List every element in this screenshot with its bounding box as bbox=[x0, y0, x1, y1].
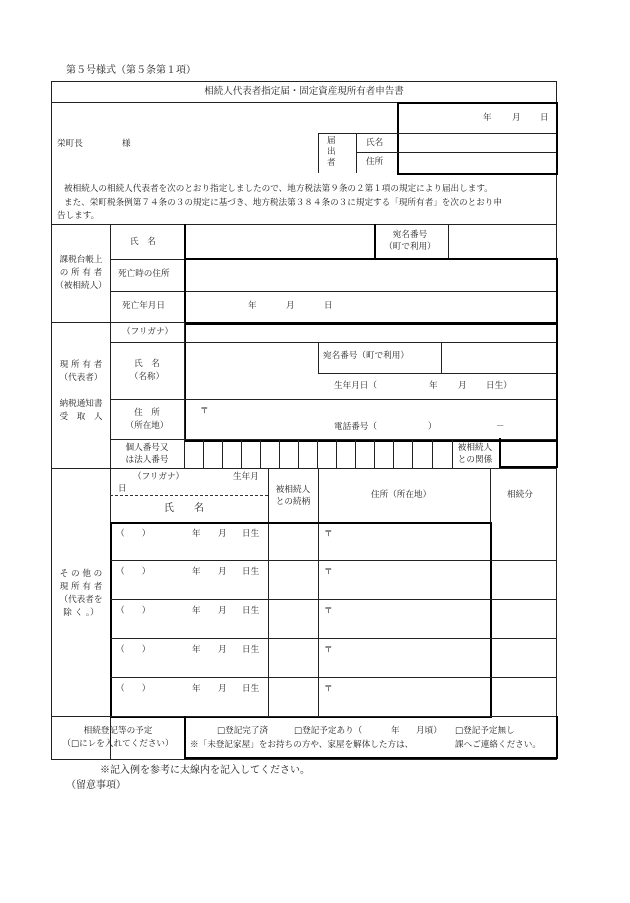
owner-postal-mark: 〒 bbox=[200, 406, 209, 416]
notifier-name-label: 氏名 bbox=[366, 138, 384, 148]
deceased-section-label: 課税台帳上 の 所 有 者 （被相続人） bbox=[55, 255, 107, 291]
death-month-label: 月 bbox=[286, 301, 295, 311]
row-birth-year: 年 bbox=[192, 684, 201, 694]
others-name-label: 氏 名 bbox=[164, 503, 204, 514]
notifier-label: 届 出 者 bbox=[327, 136, 336, 168]
others-birth-label-2: 日 bbox=[118, 484, 127, 494]
registration-box bbox=[184, 716, 558, 759]
row-birth-month: 月 bbox=[218, 529, 227, 539]
addressee: 栄町長 bbox=[57, 139, 83, 149]
registration-planned-month: 月頃） bbox=[416, 726, 442, 736]
owner-relation-label: 被相続人 との関係 bbox=[457, 443, 493, 465]
row-birth-day: 日生 bbox=[242, 567, 260, 577]
row-birth-day: 日生 bbox=[242, 529, 260, 539]
registration-planned-year: 年 bbox=[391, 726, 400, 736]
row-furigana-paren: （ ） bbox=[116, 684, 151, 694]
others-furigana-label: （フリガナ） bbox=[133, 472, 185, 482]
row-postal-mark: 〒 bbox=[324, 529, 333, 539]
others-share-header: 相続分 bbox=[507, 490, 533, 500]
statement-line-2: また、栄町税条例第７４条の３の規定に基づき、地方税法第３８４条の３に規定する「現所有者」を次のとおり申 bbox=[64, 198, 502, 208]
owner-section-label: 現 所 有 者 （代表者） 納税通知書 受 取 人 bbox=[59, 360, 103, 422]
owner-birth-label: 生年月日（ bbox=[334, 381, 377, 391]
death-day-label: 日 bbox=[324, 301, 333, 311]
row-birth-year: 年 bbox=[192, 567, 201, 577]
others-relation-header: 被相続人 との続柄 bbox=[275, 485, 311, 507]
notifier-address-input[interactable] bbox=[397, 153, 554, 171]
owner-name-label: 氏 名 （名称） bbox=[129, 359, 165, 382]
death-date-label: 死亡年月日 bbox=[122, 301, 165, 311]
row-postal-mark: 〒 bbox=[324, 606, 333, 616]
row-furigana-paren: （ ） bbox=[116, 606, 151, 616]
addressee-sama: 様 bbox=[122, 139, 131, 149]
date-year-label: 年 bbox=[483, 113, 492, 123]
row-birth-month: 月 bbox=[218, 606, 227, 616]
others-birth-label: 生年月 bbox=[233, 472, 259, 482]
registration-label: 相続登記等の予定 （□にレを入れてください） bbox=[62, 726, 174, 749]
owner-relation-box[interactable] bbox=[499, 438, 558, 468]
owner-id-label: 個人番号又 は法人番号 bbox=[125, 443, 169, 465]
row-postal-mark: 〒 bbox=[324, 567, 333, 577]
row-birth-year: 年 bbox=[192, 606, 201, 616]
registration-note-contact: 課へご連絡ください。 bbox=[455, 740, 541, 750]
row-birth-month: 月 bbox=[218, 645, 227, 655]
footer-remarks: （留意事項） bbox=[66, 780, 126, 791]
date-day-label: 日 bbox=[540, 113, 549, 123]
deceased-name-input[interactable] bbox=[186, 226, 370, 257]
owner-birth-day: 日生） bbox=[486, 381, 512, 391]
statement-line-1: 被相続人の相続人代表者を次のとおり指定しましたので、地方税法第９条の２第１項の規定により届出します。 bbox=[64, 184, 493, 194]
row-birth-day: 日生 bbox=[242, 684, 260, 694]
row-birth-year: 年 bbox=[192, 529, 201, 539]
statement-line-3: 告します。 bbox=[57, 211, 100, 221]
row-birth-day: 日生 bbox=[242, 606, 260, 616]
death-address-input[interactable] bbox=[186, 261, 552, 290]
notifier-name-input[interactable] bbox=[397, 133, 554, 153]
notifier-address-label: 住所 bbox=[366, 157, 384, 167]
owner-phone-label: 電話番号（ bbox=[334, 422, 377, 432]
row-furigana-paren: （ ） bbox=[116, 567, 151, 577]
registration-note: ※「未登記家屋」をお持ちの方や、家屋を解体した方は、 bbox=[190, 740, 414, 750]
row-birth-month: 月 bbox=[218, 684, 227, 694]
others-address-header: 住所（所在地） bbox=[371, 490, 432, 500]
deceased-name-label: 氏 名 bbox=[130, 237, 156, 247]
owner-atena-input[interactable] bbox=[443, 344, 552, 372]
registration-none-option[interactable]: □登記予定無し bbox=[455, 726, 515, 736]
form-number: 第５号様式（第５条第１項） bbox=[66, 65, 196, 76]
row-furigana-paren: （ ） bbox=[116, 645, 151, 655]
others-section-label: そ の 他 の 現 所 有 者 （代表者を 除 く 。） bbox=[59, 569, 103, 618]
owner-birth-year: 年 bbox=[429, 381, 438, 391]
owner-name-input[interactable] bbox=[186, 344, 316, 397]
owner-furigana-input[interactable] bbox=[186, 324, 552, 341]
row-birth-day: 日生 bbox=[242, 645, 260, 655]
row-birth-month: 月 bbox=[218, 567, 227, 577]
row-furigana-paren: （ ） bbox=[116, 529, 151, 539]
form-title: 相続人代表者指定届・固定資産現所有者申告書 bbox=[204, 86, 404, 97]
footer-instruction: ※記入例を参考に太線内を記入してください。 bbox=[100, 765, 310, 776]
others-fill-box bbox=[110, 522, 492, 718]
death-year-label: 年 bbox=[248, 301, 257, 311]
owner-furigana-label: （フリガナ） bbox=[122, 327, 174, 337]
owner-address-label: 住 所 （所在地） bbox=[125, 408, 169, 431]
row-postal-mark: 〒 bbox=[324, 645, 333, 655]
owner-phone-close: ） bbox=[428, 422, 437, 432]
deceased-atena-label: 宛名番号 （町で利用） bbox=[384, 230, 436, 252]
death-address-label: 死亡時の住所 bbox=[118, 269, 170, 279]
owner-birth-month: 月 bbox=[458, 381, 467, 391]
date-month-label: 月 bbox=[512, 113, 521, 123]
owner-atena-label: 宛名番号（町で利用） bbox=[323, 351, 409, 361]
row-birth-year: 年 bbox=[192, 645, 201, 655]
owner-address-input[interactable] bbox=[186, 401, 552, 437]
owner-phone-dash: － bbox=[496, 422, 505, 432]
registration-done-option[interactable]: □登記完了済 bbox=[217, 726, 269, 736]
registration-planned-option[interactable]: □登記予定あり（ bbox=[294, 726, 363, 736]
row-postal-mark: 〒 bbox=[324, 684, 333, 694]
